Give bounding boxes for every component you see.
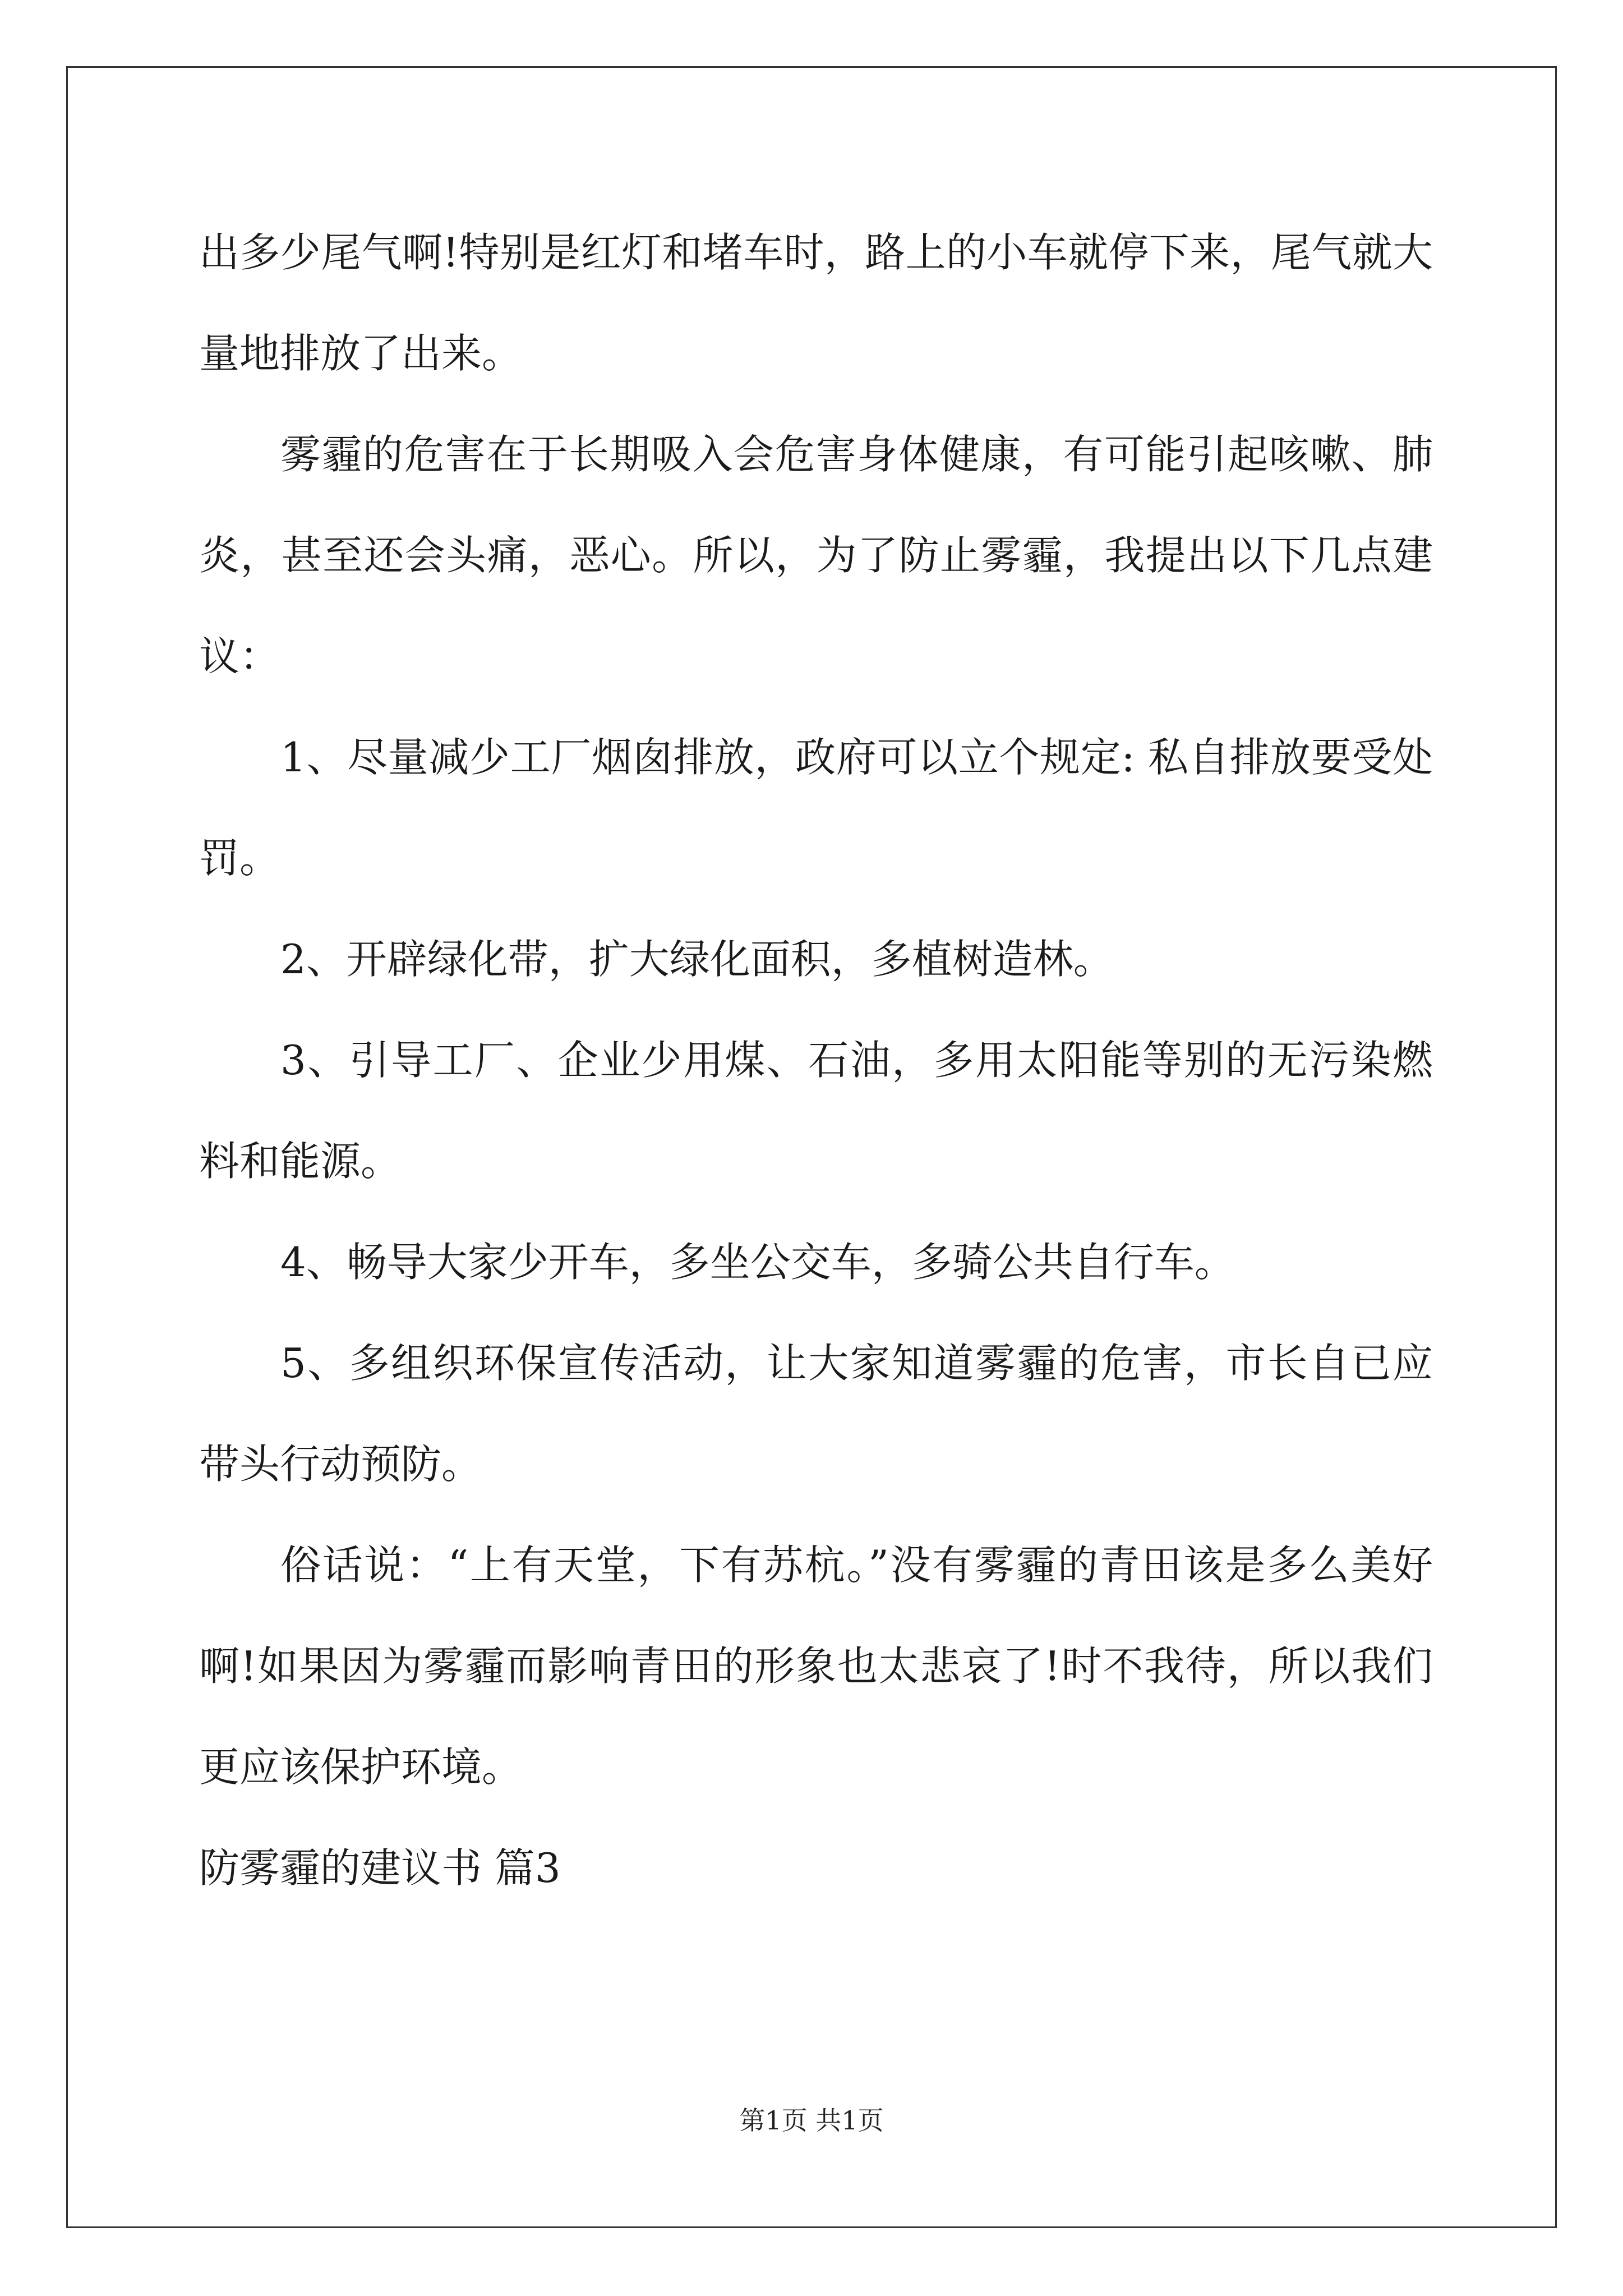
- document-body: [199, 202, 1433, 1918]
- paragraph-haze-harm: 雾霾的危害在于长期吸入会危害身体健康，有可能引起咳嗽、肺炎，甚至还会头痛，恶心。所以，为了防止雾霾，我提出以下几点建议：: [199, 431, 1433, 680]
- section-title: 防雾霾的建议书 篇3: [199, 1844, 561, 1892]
- paragraph-continuation: 出多少尾气啊!特别是红灯和堵车时，路上的小车就停下来，尾气就大量地排放了出来。: [199, 229, 1433, 377]
- suggestion-1: 1、尽量减少工厂烟囱排放，政府可以立个规定: 私自排放要受处罚。: [199, 734, 1433, 882]
- paragraph-conclusion: 俗话说：“上有天堂，下有苏杭。”没有雾霾的青田该是多么美好啊!如果因为雾霾而影响青田的形象也太悲哀了!时不我待，所以我们更应该保护环境。: [199, 1542, 1433, 1791]
- suggestion-4: 4、畅导大家少开车，多坐公交车，多骑公共自行车。: [280, 1239, 1235, 1286]
- suggestion-3: 3、引导工厂、企业少用煤、石油，多用太阳能等别的无污染燃料和能源。: [199, 1037, 1433, 1185]
- suggestion-2: 2、开辟绿化带，扩大绿化面积，多植树造林。: [280, 936, 1114, 983]
- suggestion-5: 5、多组织环保宣传活动，让大家知道雾霾的危害，市长自已应带头行动预防。: [199, 1340, 1433, 1488]
- page-footer: 第1页 共1页: [739, 2105, 884, 2136]
